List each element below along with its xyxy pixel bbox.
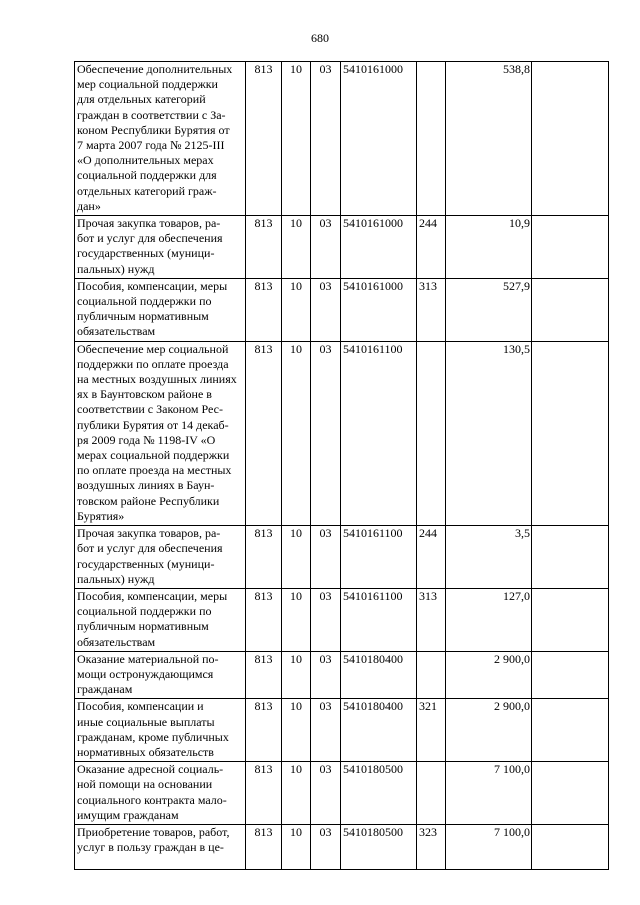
expense-type-cell: 313 (417, 278, 446, 341)
expense-name-line: имущим гражданам (77, 807, 179, 822)
amount-cell: 7 100,0 (446, 762, 532, 825)
subsection-cell: 03 (311, 824, 341, 869)
expense-name-line: Прочая закупка товаров, ра- (77, 526, 221, 541)
expense-name-line: услуг в пользу граждан в це- (77, 840, 224, 855)
subsection-cell: 03 (311, 216, 341, 279)
table-row (75, 699, 609, 762)
ministry-code-cell: 813 (246, 216, 282, 279)
expense-name-line: социального контракта мало- (77, 792, 227, 807)
budget-table (74, 61, 609, 870)
expense-name-line: Пособия, компенсации и (77, 699, 204, 714)
subsection-cell: 03 (311, 699, 341, 762)
target-article-cell: 5410180500 (341, 762, 417, 825)
empty-cell (532, 824, 609, 869)
amount-cell: 527,9 (446, 278, 532, 341)
expense-name-line: мерах социальной поддержки (77, 448, 230, 463)
empty-cell (532, 341, 609, 525)
expense-name-line: гражданам, кроме публичных (77, 729, 229, 744)
target-article-cell: 5410161100 (341, 526, 417, 589)
ministry-code-cell: 813 (246, 588, 282, 651)
table-row (75, 824, 609, 869)
target-article-cell: 5410161000 (341, 216, 417, 279)
empty-cell (532, 278, 609, 341)
target-article-cell: 5410180400 (341, 699, 417, 762)
expense-type-cell: 244 (417, 216, 446, 279)
expense-name-line: пальных) нужд (77, 571, 155, 586)
subsection-cell: 03 (311, 278, 341, 341)
expense-name-cell (75, 216, 246, 279)
expense-name-line: соответствии с Законом Рес- (77, 402, 223, 417)
ministry-code-cell: 813 (246, 526, 282, 589)
empty-cell (532, 62, 609, 216)
subsection-cell: 03 (311, 62, 341, 216)
empty-cell (532, 526, 609, 589)
table-row (75, 651, 609, 699)
expense-name-line: Пособия, компенсации, меры (77, 278, 228, 293)
expense-name-line: Прочая закупка товаров, ра- (77, 216, 221, 231)
expense-name-line: обязательствам (77, 634, 156, 649)
expense-name-line: публики Бурятия от 14 декаб- (77, 417, 229, 432)
amount-cell: 2 900,0 (446, 699, 532, 762)
amount-cell: 2 900,0 (446, 651, 532, 699)
subsection-cell: 03 (311, 588, 341, 651)
amount-cell: 7 100,0 (446, 824, 532, 869)
table-row (75, 588, 609, 651)
section-cell: 10 (282, 526, 311, 589)
expense-type-cell: 244 (417, 526, 446, 589)
expense-name-line: для отдельных категорий (77, 92, 206, 107)
expense-name-cell (75, 762, 246, 825)
expense-name-line: товском районе Республики (77, 493, 220, 508)
subsection-cell: 03 (311, 341, 341, 525)
expense-type-cell: 323 (417, 824, 446, 869)
ministry-code-cell: 813 (246, 824, 282, 869)
empty-cell (532, 588, 609, 651)
expense-name-line: 7 марта 2007 года № 2125-III (77, 138, 225, 153)
expense-name-cell (75, 699, 246, 762)
expense-name-line: нормативных обязательств (77, 744, 214, 759)
expense-name-line: поддержки по оплате проезда (77, 356, 229, 371)
expense-name-line: Оказание материальной по- (77, 651, 219, 666)
expense-name-line: государственных (муници- (77, 556, 215, 571)
expense-name-line: социальной поддержки по (77, 604, 212, 619)
section-cell: 10 (282, 699, 311, 762)
expense-name-line: Обеспечение дополнительных (77, 62, 233, 76)
ministry-code-cell: 813 (246, 699, 282, 762)
amount-cell: 538,8 (446, 62, 532, 216)
expense-name-cell (75, 824, 246, 869)
target-article-cell: 5410161100 (341, 588, 417, 651)
target-article-cell: 5410161000 (341, 62, 417, 216)
expense-name-line: ной помощи на основании (77, 777, 213, 792)
expense-name-cell (75, 588, 246, 651)
target-article-cell: 5410161100 (341, 341, 417, 525)
expense-type-cell (417, 62, 446, 216)
empty-cell (532, 762, 609, 825)
expense-name-line: по оплате проезда на местных (77, 463, 232, 478)
expense-name-line: Пособия, компенсации, меры (77, 588, 228, 603)
ministry-code-cell: 813 (246, 341, 282, 525)
expense-name-line: воздушных линиях в Баун- (77, 478, 215, 493)
section-cell: 10 (282, 216, 311, 279)
amount-cell: 10,9 (446, 216, 532, 279)
expense-type-cell (417, 651, 446, 699)
ministry-code-cell: 813 (246, 762, 282, 825)
amount-cell: 127,0 (446, 588, 532, 651)
expense-name-cell (75, 341, 246, 525)
expense-name-line: гражданам (77, 682, 133, 697)
expense-type-cell (417, 762, 446, 825)
expense-name-line: коном Республики Бурятия от (77, 122, 230, 137)
expense-name-line: «О дополнительных мерах (77, 153, 214, 168)
ministry-code-cell: 813 (246, 278, 282, 341)
expense-name-line: государственных (муници- (77, 246, 215, 261)
table-row (75, 216, 609, 279)
expense-name-line: публичным нормативным (77, 619, 209, 634)
table-row (75, 762, 609, 825)
target-article-cell: 5410180400 (341, 651, 417, 699)
page-number: 680 (311, 31, 329, 45)
section-cell: 10 (282, 651, 311, 699)
ministry-code-cell: 813 (246, 651, 282, 699)
section-cell: 10 (282, 762, 311, 825)
expense-name-line: Бурятия» (77, 508, 125, 523)
section-cell: 10 (282, 341, 311, 525)
expense-name-cell (75, 278, 246, 341)
subsection-cell: 03 (311, 762, 341, 825)
section-cell: 10 (282, 62, 311, 216)
expense-name-line: на местных воздушных линиях (77, 372, 237, 387)
amount-cell: 3,5 (446, 526, 532, 589)
section-cell: 10 (282, 824, 311, 869)
expense-name-line: мер социальной поддержки (77, 77, 218, 92)
budget-table-body (75, 62, 609, 870)
subsection-cell: 03 (311, 651, 341, 699)
table-row (75, 278, 609, 341)
expense-name-line: Приобретение товаров, работ, (77, 824, 230, 839)
table-row (75, 62, 609, 216)
expense-name-cell (75, 526, 246, 589)
expense-name-cell (75, 651, 246, 699)
expense-type-cell: 321 (417, 699, 446, 762)
empty-cell (532, 651, 609, 699)
target-article-cell: 5410180500 (341, 824, 417, 869)
expense-name-line: бот и услуг для обеспечения (77, 541, 223, 556)
table-row (75, 526, 609, 589)
empty-cell (532, 216, 609, 279)
expense-name-line: Оказание адресной социаль- (77, 762, 224, 777)
expense-name-line: мощи остронуждающимся (77, 666, 214, 681)
subsection-cell: 03 (311, 526, 341, 589)
expense-name-line: отдельных категорий граж- (77, 183, 217, 198)
expense-name-line: граждан в соответствии с За- (77, 107, 226, 122)
expense-name-line: бот и услуг для обеспечения (77, 231, 223, 246)
expense-name-cell (75, 62, 246, 216)
expense-name-line: ря 2009 года № 1198-IV «О (77, 432, 216, 447)
expense-name-line: публичным нормативным (77, 309, 209, 324)
expense-name-line: обязательствам (77, 324, 156, 339)
expense-name-line: иные социальные выплаты (77, 714, 215, 729)
target-article-cell: 5410161000 (341, 278, 417, 341)
section-cell: 10 (282, 278, 311, 341)
table-row (75, 341, 609, 525)
expense-type-cell: 313 (417, 588, 446, 651)
ministry-code-cell: 813 (246, 62, 282, 216)
expense-name-line: пальных) нужд (77, 261, 155, 276)
section-cell: 10 (282, 588, 311, 651)
expense-name-line: Обеспечение мер социальной (77, 341, 229, 356)
expense-name-line: дан» (77, 198, 101, 213)
expense-name-line: социальной поддержки по (77, 294, 212, 309)
expense-name-line: ях в Баунтовском районе в (77, 387, 212, 402)
amount-cell: 130,5 (446, 341, 532, 525)
expense-type-cell (417, 341, 446, 525)
empty-cell (532, 699, 609, 762)
expense-name-line: социальной поддержки для (77, 168, 217, 183)
